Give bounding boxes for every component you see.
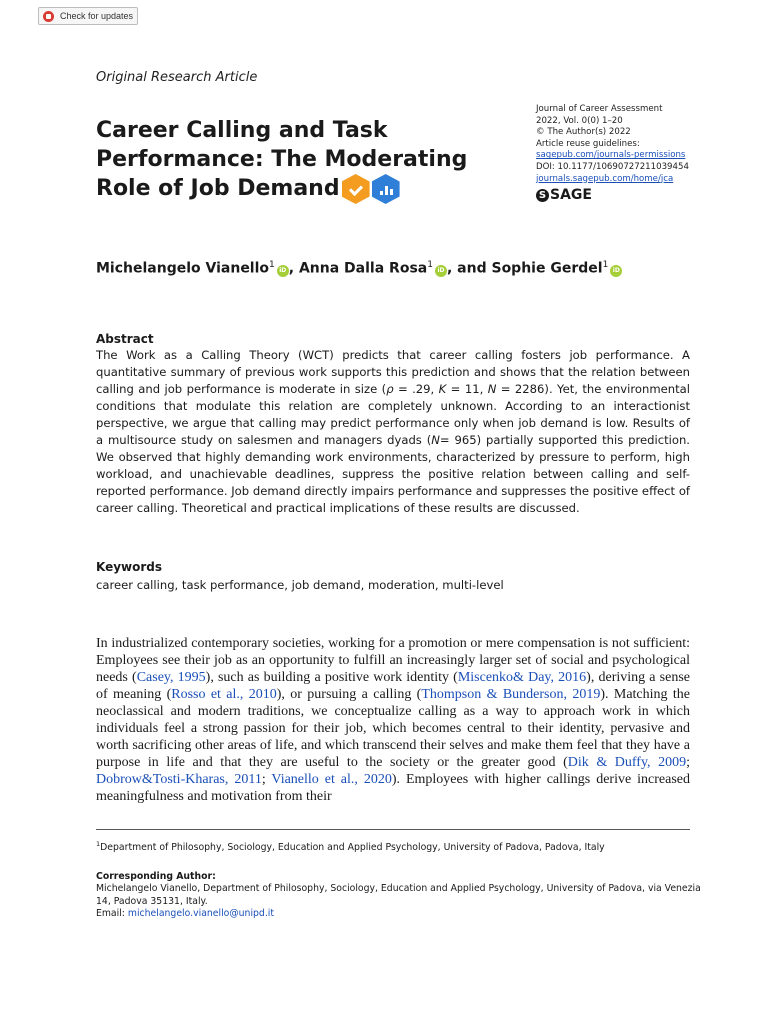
- email-link[interactable]: michelangelo.vianello@unipd.it: [127, 908, 275, 920]
- doi: DOI: 10.1177/10690727211039454: [536, 161, 689, 172]
- data-badge-icon[interactable]: [372, 174, 400, 204]
- author-affil-number: 1: [427, 260, 433, 270]
- author-affil-number: 1: [269, 260, 275, 270]
- body-segment: ), such as building a positive work identity (: [205, 670, 458, 685]
- author-name: Anna Dalla Rosa: [298, 260, 428, 277]
- body-segment: ), deriving a sense of meaning (: [96, 670, 690, 702]
- open-access-icon[interactable]: [342, 174, 370, 204]
- abstract-symbol: ρ: [386, 382, 394, 396]
- author-name: Michelangelo Vianello: [96, 260, 270, 277]
- corresponding-author-heading: Corresponding Author:: [96, 870, 216, 882]
- author-affil-number: 1: [602, 260, 609, 270]
- citation-link[interactable]: Dik & Duffy, 2009: [567, 755, 687, 770]
- abstract-segment: The Work as a Calling Theory (WCT) predicts that career calling fosters job performance. A quantitative summary of previous work supports this prediction and shows that the relation between calling and job performance is moderate in size (: [96, 348, 690, 396]
- abstract-heading: Abstract: [96, 332, 154, 346]
- article-title: [96, 116, 516, 204]
- footnotes: [96, 838, 706, 921]
- abstract-segment: = .29,: [393, 382, 439, 396]
- author-name: Sophie Gerdel: [491, 260, 603, 277]
- citation-link[interactable]: Thompson & Bunderson, 2019: [421, 687, 601, 702]
- body-segment: ;: [261, 772, 272, 787]
- journal-meta: [536, 104, 736, 202]
- sage-mark-icon: S: [536, 189, 549, 202]
- check-updates-icon: [43, 11, 54, 22]
- footnote-divider: [96, 829, 690, 830]
- abstract-segment: = 965) partially supported this prediction. We observed that highly demanding work environments, characterized by pressure to perform, high workload, and unachievable deadlines, suppress the positive relation between calling and self-reported performance. Job demand directly impairs performance and suppresses the positive effect of career calling. Theoretical and practical implications of these results are discussed.: [96, 433, 690, 515]
- abstract-text: [96, 347, 690, 517]
- title-line-2: Performance: The Moderating: [96, 147, 468, 172]
- article-type: Original Research Article: [96, 70, 258, 85]
- email-line: [96, 908, 706, 921]
- corresponding-author-address: Michelangelo Vianello, Department of Philosophy, Sociology, Education and Applied Psychology, University of Padova, via Venezia 14, Padova 35131, Italy.: [96, 883, 701, 907]
- body-segment: In industrialized contemporary societies, working for a promotion or mere compensation is not sufficient: Employees see their job as an opportunity to fulfill an increasingly larger set of social and psychological needs (: [96, 636, 690, 685]
- affiliation-text: Department of Philosophy, Sociology, Education and Applied Psychology, University of Padova, Padova, Italy: [100, 842, 605, 854]
- orcid-icon[interactable]: iD: [435, 265, 447, 277]
- abstract-segment: = 2286). Yet, the environmental conditions that modulate this relation are completely unknown. According to an interactionist perspective, we argue that calling may predict performance only when job demand is low. Results of a multisource study on salesmen and managers dyads (: [96, 382, 690, 447]
- reuse-link[interactable]: sagepub.com/journals-permissions: [536, 150, 686, 161]
- author-list: [96, 260, 736, 277]
- title-badges: [342, 174, 402, 204]
- title-line-3: Role of Job Demand: [96, 176, 340, 201]
- reuse-label: Article reuse guidelines:: [536, 138, 640, 149]
- orcid-icon[interactable]: iD: [277, 265, 289, 277]
- author-separator: ,: [288, 260, 299, 277]
- abstract-segment: = 11,: [446, 382, 488, 396]
- abstract-symbol: N: [431, 433, 440, 447]
- body-segment: ). Employees with higher callings derive increased meaningfulness and motivation from their: [96, 772, 690, 804]
- body-segment: ). Matching the neoclassical and modern traditions, we conceptualize calling as a way to approach work in which individuals feel a strong passion for their job, which becomes central to their identity, pervasive and worth sacrificing other areas of life, and which transcend their selves and make them feel that they have a purpose in life and that they are useful to the society or the greater good (: [96, 687, 690, 770]
- journal-name: Journal of Career Assessment: [536, 104, 663, 114]
- citation-link[interactable]: Vianello et al., 2020: [271, 772, 392, 787]
- publisher-name: SAGE: [550, 186, 592, 203]
- orcid-icon[interactable]: iD: [610, 265, 622, 277]
- body-segment: ), or pursuing a calling (: [276, 687, 422, 702]
- citation-link[interactable]: Casey, 1995: [136, 670, 206, 685]
- check-for-updates-button[interactable]: [38, 7, 138, 25]
- affiliation-footnote: [96, 838, 706, 855]
- keywords-text: career calling, task performance, job demand, moderation, multi-level: [96, 578, 504, 592]
- sage-logo: [536, 186, 736, 203]
- citation-link[interactable]: Rosso et al., 2010: [171, 687, 277, 702]
- copyright: © The Author(s) 2022: [536, 127, 631, 138]
- journal-home-link[interactable]: journals.sagepub.com/home/jca: [536, 173, 674, 184]
- title-line-1: Career Calling and Task: [96, 118, 388, 143]
- check-for-updates-label: Check for updates: [60, 11, 134, 21]
- citation-link[interactable]: Miscenko& Day, 2016: [457, 670, 587, 685]
- journal-volume: 2022, Vol. 0(0) 1–20: [536, 115, 623, 126]
- intro-paragraph: [96, 635, 690, 805]
- email-label: Email:: [96, 908, 128, 920]
- keywords-heading: Keywords: [96, 560, 163, 574]
- body-segment: ;: [686, 755, 690, 770]
- author-separator: , and: [446, 260, 492, 277]
- abstract-symbol: N: [487, 382, 497, 396]
- footnote-number: 1: [96, 840, 101, 848]
- citation-link[interactable]: Dobrow&Tosti-Kharas, 2011: [96, 772, 262, 787]
- abstract-symbol: K: [438, 382, 447, 396]
